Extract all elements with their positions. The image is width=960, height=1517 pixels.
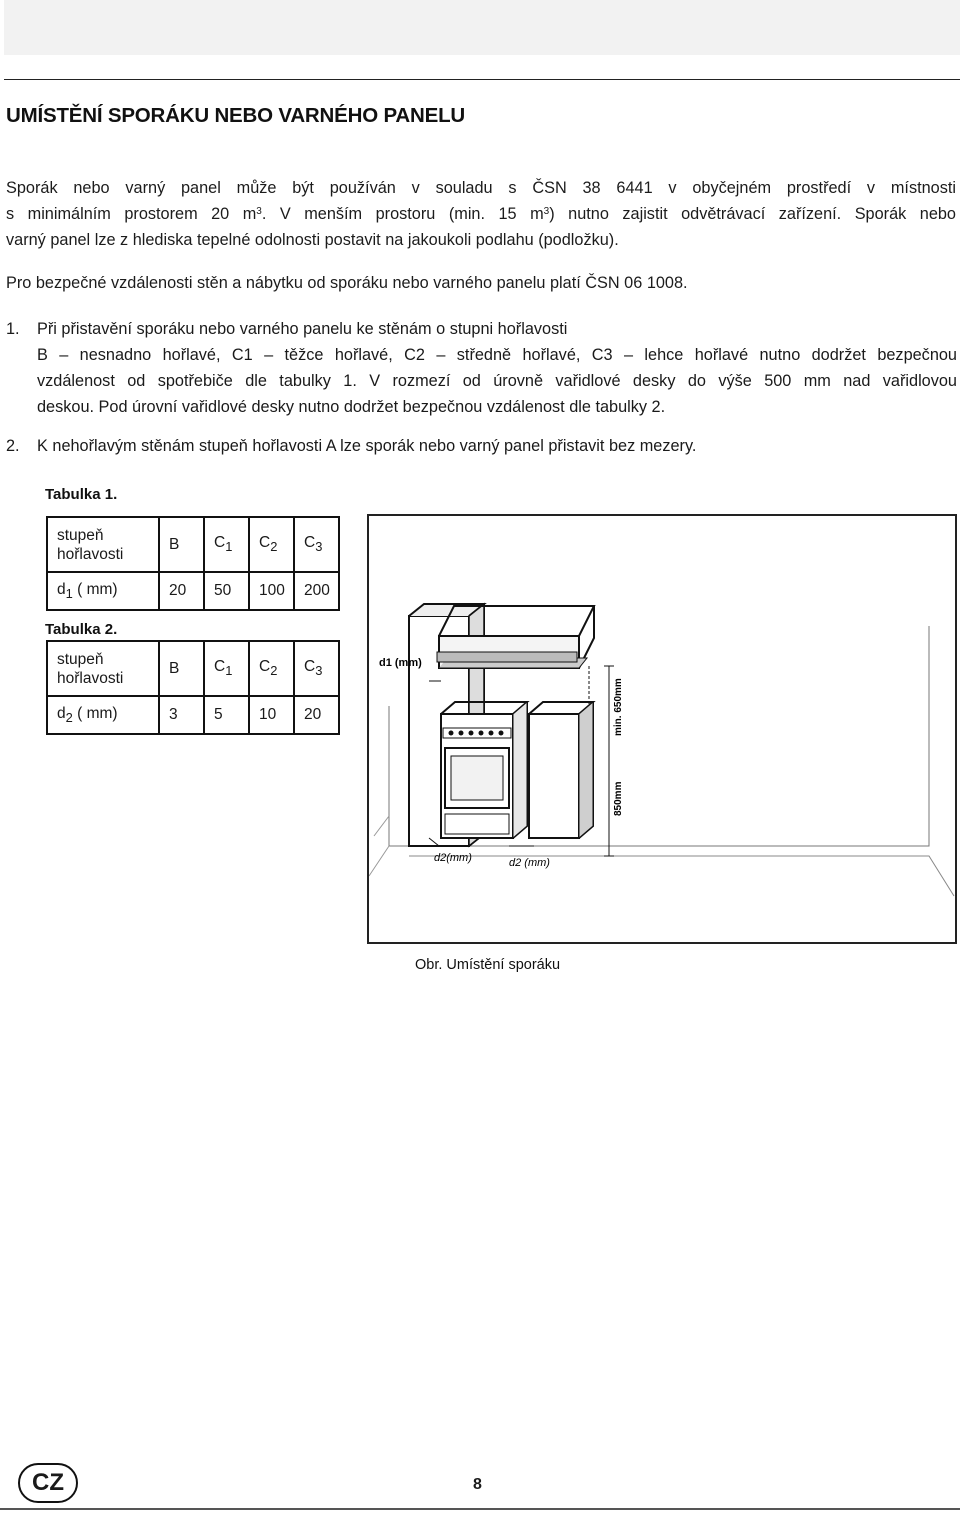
cooker-placement-figure [367, 514, 957, 944]
min-height-label: min. 650mm [613, 678, 624, 736]
table-2-caption: Tabulka 2. [45, 621, 118, 638]
table-cell: $C_2$ [249, 641, 294, 696]
table-1-row-label: $d_1$ ( mm) [47, 572, 159, 610]
table-1-row-label: stupeň hořlavosti [47, 517, 159, 572]
item-2-number: 2. [6, 437, 20, 455]
d2-right-label: d2 (mm) [509, 857, 550, 869]
language-badge: CZ [18, 1463, 78, 1503]
page-title: UMÍSTĚNÍ SPORÁKU NEBO VARNÉHO PANELU [6, 104, 466, 127]
item-1-line-4: deskou. Pod úrovní vařidlové desky nutno dodržet bezpečnou vzdálenost dle tabulky 2. [37, 398, 666, 416]
cooker-placement-drawing [369, 516, 955, 942]
table-cell: $C_3$ [294, 517, 339, 572]
table-cell: B [159, 517, 204, 572]
table-cell: 3 [159, 696, 204, 734]
table-cell: $C_1$ [204, 641, 249, 696]
table-cell: 20 [294, 696, 339, 734]
intro-line-2: s minimálním prostorem 20 $m^3$. V menším prostoru (min. 15 $m^3$) nutno zajistit odvětrávací zařízení. Sporák nebo [6, 205, 956, 223]
figure-caption: Obr. Umístění sporáku [415, 957, 561, 973]
table-cell: 10 [249, 696, 294, 734]
top-rule [4, 79, 960, 80]
item-1-line-1: Při přistavění sporáku nebo varného panelu ke stěnám o stupni hořlavosti [37, 320, 568, 338]
table-cell: 100 [249, 572, 294, 610]
item-1-line-3: vzdálenost od spotřebiče dle tabulky 1. V rozmezí od úrovně vařidlové desky do výše 500 mm nad vařidlovou [37, 372, 957, 390]
table-row [47, 641, 339, 696]
intro-line-3: varný panel lze z hlediska tepelné odolnosti postavit na jakoukoli podlahu (podložku). [6, 231, 619, 249]
table-cell: 200 [294, 572, 339, 610]
table-cell: B [159, 641, 204, 696]
table-cell: $C_1$ [204, 517, 249, 572]
item-2-text: K nehořlavým stěnám stupeň hořlavosti A lze sporák nebo varný panel přistavit bez mezery. [37, 437, 697, 455]
d2-left-label: d2(mm) [434, 852, 472, 864]
table-2-row-label: $d_2$ ( mm) [47, 696, 159, 734]
table-row [47, 572, 339, 610]
table-2-row-label: stupeň hořlavosti [47, 641, 159, 696]
intro-paragraph [6, 175, 956, 253]
item-1-line-2: B – nesnadno hořlavé, C1 – těžce hořlavé, C2 – středně hořlavé, C3 – lehce hořlavé nutno dodržet bezpečnou [37, 346, 957, 364]
table-cell: $C_3$ [294, 641, 339, 696]
d1-label: d1 (mm) [379, 657, 422, 669]
table-row [47, 517, 339, 572]
item-1-text [37, 316, 957, 420]
table-1 [46, 516, 340, 611]
distance-note: Pro bezpečné vzdálenosti stěn a nábytku od sporáku nebo varného panelu platí ČSN 06 1008. [6, 274, 688, 292]
page-number: 8 [473, 1476, 482, 1493]
top-header-band [4, 0, 960, 55]
table-cell: 5 [204, 696, 249, 734]
intro-line-1: Sporák nebo varný panel může být používán v souladu s ČSN 38 6441 v obyčejném prostředí v místnosti [6, 179, 956, 197]
height-label: 850mm [613, 781, 624, 816]
table-cell: 20 [159, 572, 204, 610]
table-1-caption: Tabulka 1. [45, 486, 118, 503]
table-cell: $C_2$ [249, 517, 294, 572]
table-cell: 50 [204, 572, 249, 610]
table-2 [46, 640, 340, 735]
table-row [47, 696, 339, 734]
item-1-number: 1. [6, 320, 20, 338]
bottom-rule [0, 1508, 960, 1510]
